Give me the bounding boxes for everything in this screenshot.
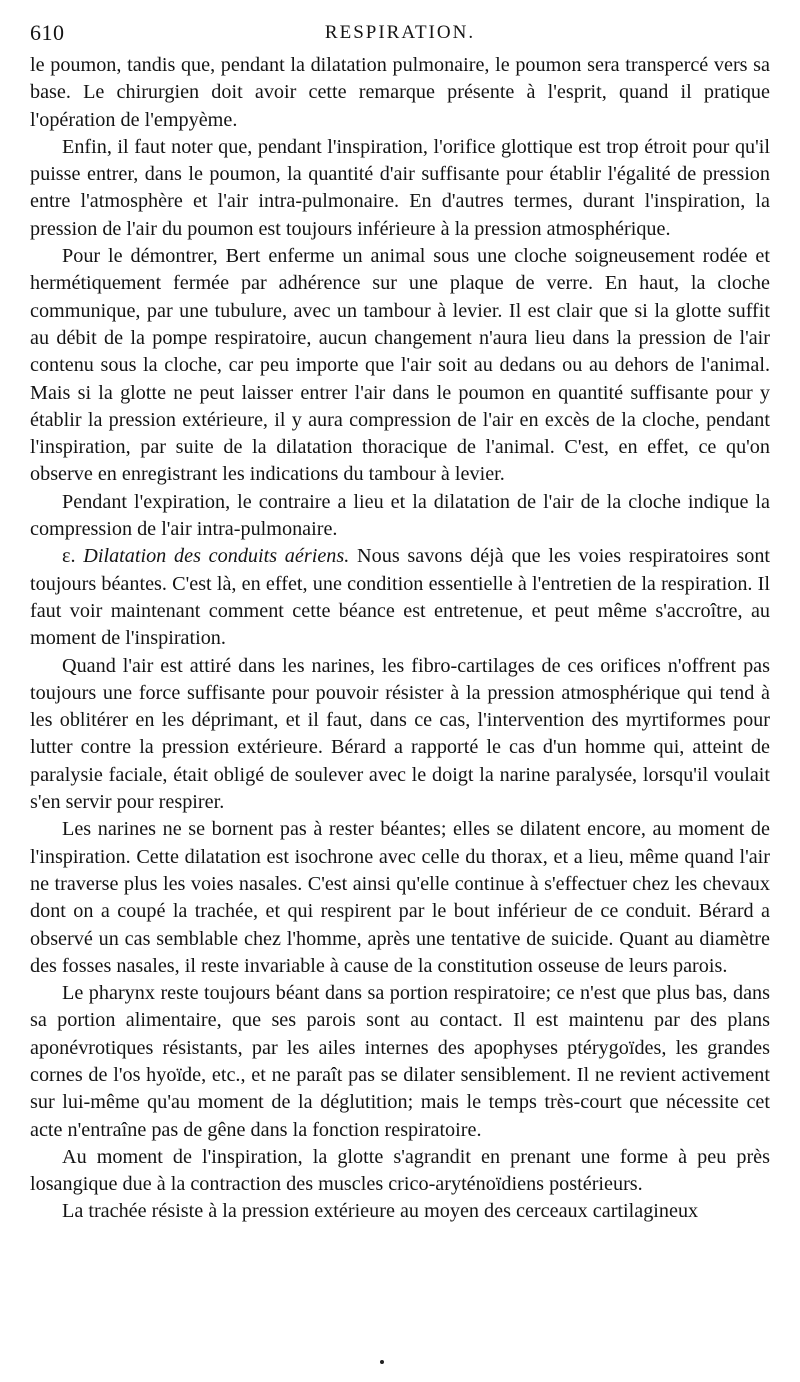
body-text	[30, 52, 770, 1226]
book-page	[30, 14, 770, 1364]
section-title: Dilatation des conduits aériens.	[83, 545, 350, 568]
paragraph-nostrils: Quand l'air est attiré dans les narines, les fibro-cartilages de ces orifices n'offrent pas toujours une force suffisante pour pouvoir résister à la pression atmosphérique qui tend à les oblitérer en les déprimant, et il faut, dans ce cas, l'intervention des myrtiformes pour lutter contre la pression extérieure. Bérard a rapporté le cas d'un homme qui, atteint de paralysie faciale, était obligé de soulever avec le doigt la narine paralysée, lorsqu'il voulait s'en servir pour respirer.	[30, 654, 770, 814]
paragraph-bert-experiment: Pour le démontrer, Bert enferme un animal sous une cloche soigneusement rodée et hermétiquement fermée par adhérence sur une plaque de verre. En haut, la cloche communique, par une tubulure, avec un tambour à levier. Il est clair que si la glotte suffit au débit de la pompe respiratoire, aucun changement n'aura lieu dans la pression de l'air contenu sous la cloche, car peu importe que l'air soit au dedans ou au dehors de l'animal. Mais si la glotte ne peut laisser entrer l'air dans le poumon en quantité suffisante pour y établir la pression extérieure, il y aura compression de l'air en excès de la cloche, pendant l'inspiration, par suite de la dilatation thoracique de l'animal. C'est, en effet, ce qu'on observe en enregistrant les indications du tambour à levier.	[30, 245, 770, 486]
page-number: 610	[30, 20, 65, 45]
paragraph-nostrils-dilate: Les narines ne se bornent pas à rester béantes; elles se dilatent encore, au moment de l'inspiration. Cette dilatation est isochrone avec celle du thorax, et a lieu, même quand l'air ne traverse plus les voies nasales. C'est ainsi qu'elle continue à s'effectuer chez les chevaux dont on a coupé la trachée, et qui respirent par le bout inférieur de ce conduit. Bérard a observé un cas semblable chez l'homme, après une tentative de suicide. Quant au diamètre des fosses nasales, il reste invariable à cause de la constitution osseuse de leurs parois.	[30, 818, 770, 977]
running-head	[30, 14, 770, 52]
section-paragraph-text: Nous savons déjà que les voies respiratoires sont toujours béantes. C'est là, en effet, une condition essentielle à l'entretien de la respiration. Il faut voir maintenant comment cette béance est entretenue, et peut même s'accroître, au moment de l'inspiration.	[30, 545, 771, 650]
section-mark: ε.	[62, 545, 76, 568]
paragraph-glottis-narrow: Enfin, il faut noter que, pendant l'inspiration, l'orifice glottique est trop étroit pour qu'il puisse entrer, dans le poumon, la quantité d'air suffisante pour établir l'égalité de pression entre l'atmosphère et l'air intra-pulmonaire. En d'autres termes, durant l'inspiration, la pression de l'air du poumon est toujours inférieure à la pression atmosphérique.	[30, 135, 770, 240]
running-title: RESPIRATION.	[324, 22, 476, 43]
paragraph-glottis-enlarges: Au moment de l'inspiration, la glotte s'agrandit en prenant une forme à peu près losangique due à la contraction des muscles crico-aryténoïdiens postérieurs.	[30, 1145, 770, 1196]
paragraph-expiration: Pendant l'expiration, le contraire a lieu et la dilatation de l'air de la cloche indique la compression de l'air intra-pulmonaire.	[30, 490, 770, 541]
footer-dot	[380, 1360, 384, 1364]
paragraph-trachea: La trachée résiste à la pression extérieure au moyen des cerceaux cartilagineux	[62, 1200, 699, 1223]
paragraph-pharynx: Le pharynx reste toujours béant dans sa portion respiratoire; ce n'est que plus bas, dans sa portion alimentaire, que ses parois sont au contact. Il est maintenu par des plans aponévrotiques résistants, par les ailes internes des apophyses ptérygoïdes, les grandes cornes de l'os hyoïde, etc., et ne paraît pas se dilater sensiblement. Il ne revient activement sur lui-même qu'au moment de la déglutition; mais le temps très-court que nécessite cet acte n'entraîne pas de gêne dans la fonction respiratoire.	[30, 982, 770, 1141]
paragraph-continuation: le poumon, tandis que, pendant la dilatation pulmonaire, le poumon sera transpercé vers sa base. Le chirurgien doit avoir cette remarque présente à l'esprit, quand il pratique l'opération de l'empyème.	[30, 54, 770, 131]
paragraph-dilatation-airways	[30, 543, 770, 652]
